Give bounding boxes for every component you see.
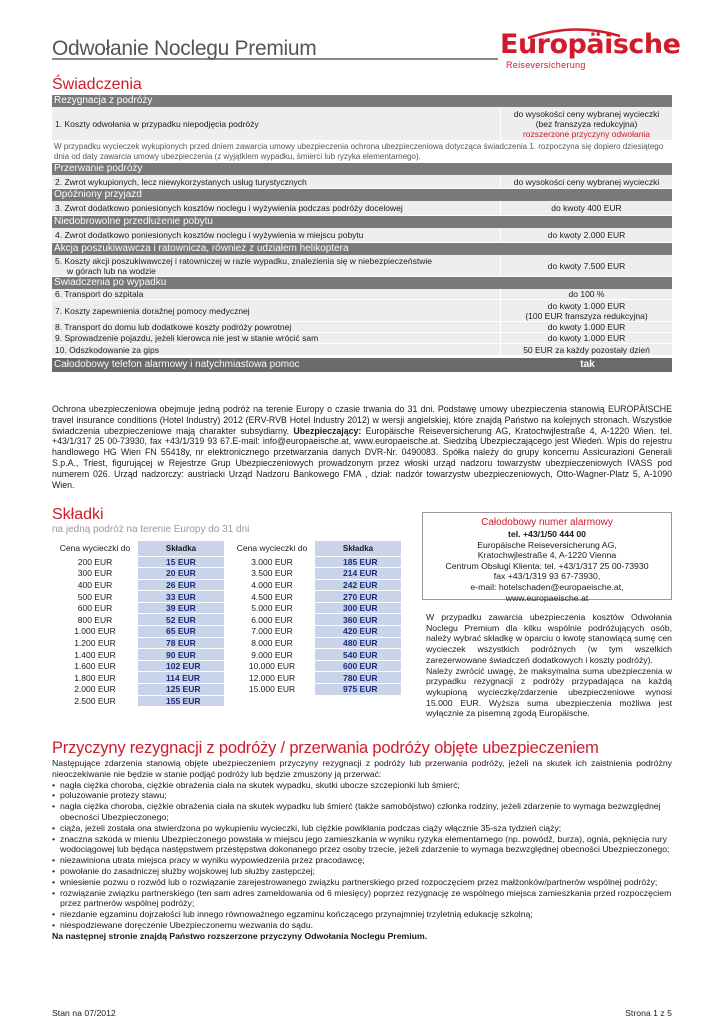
price-cell: 8.000 EUR	[229, 637, 315, 649]
row-label: 4. Zwrot dodatkowo poniesionych kosztów noclegu i wyżywienia w miejscu pobytu	[52, 228, 501, 242]
list-item: • niezawiniona utrata miejsca pracy w wyniku wypowiedzenia przez pracodawcę;	[52, 855, 672, 866]
premium-cell: 52 EUR	[138, 614, 224, 626]
table-row	[52, 614, 224, 626]
reasons-section	[52, 758, 672, 942]
row-value: do kwoty 1.000 EUR	[547, 333, 626, 343]
benefit-note: W przypadku wycieczek wykupionych przed dniem zawarcia umowy ubezpieczenia ochrona ubezpieczeniowa dotycząca świadczenia 1. rozpoczyna się dopiero dziesiątego dnia od daty zawarcia umowy ubezpieczenia (z wyjątkiem wypadku, śmierci lub ryzyka elementarnego).	[52, 141, 672, 163]
logo-name: Europäische	[500, 29, 681, 60]
price-cell: 1.400 EUR	[52, 649, 138, 661]
emergency-title: Całodobowy numer alarmowy	[481, 517, 613, 528]
group-header: Niedobrowolne przedłużenie pobytu	[52, 216, 672, 228]
page-title: Odwołanie Noclegu Premium	[52, 37, 317, 60]
logo-subtitle: Reiseversicherung	[506, 60, 586, 70]
price-cell: 1.800 EUR	[52, 672, 138, 684]
logo	[500, 30, 690, 82]
table-row	[229, 637, 401, 649]
table-row	[229, 579, 401, 591]
premium-cell: 540 EUR	[315, 649, 401, 661]
emergency-line: fax +43/1/319 93 67-73930,	[493, 571, 601, 582]
list-item: • niezdanie egzaminu dojrzałości lub innego równoważnego egzaminu kończącego przynajmniej trzyletnią edukację szkolną;	[52, 909, 672, 920]
premium-cell: 90 EUR	[138, 649, 224, 661]
table-row	[52, 107, 672, 141]
premium-cell: 270 EUR	[315, 591, 401, 603]
table-row	[229, 568, 401, 580]
table-row	[229, 626, 401, 638]
list-item: • ciąża, jeżeli została ona stwierdzona po wykupieniu wycieczki, lub ciężkie powikłania podczas ciąży włącznie 35-sza tydzień ciąży;	[52, 823, 672, 834]
side-notes	[426, 612, 672, 719]
table-row	[52, 568, 224, 580]
price-cell: 800 EUR	[52, 614, 138, 626]
row-value: do kwoty 7.500 EUR	[547, 260, 626, 271]
title-bar	[52, 38, 498, 60]
premium-cell: 185 EUR	[315, 556, 401, 568]
price-cell: 300 EUR	[52, 568, 138, 580]
table-row	[229, 649, 401, 661]
row-label: 3. Zwrot dodatkowo poniesionych kosztów noclegu i wyżywienia podczas podróży docelowej	[52, 201, 501, 215]
footer-page: Strona 1 z 5	[625, 1008, 672, 1018]
premium-cell: 125 EUR	[138, 684, 224, 696]
table-row	[52, 300, 672, 322]
table-row	[229, 556, 401, 568]
insurer-text: Europäische Reiseversicherung AG, Kratochwjlestraße 4, A-1220 Wien. tel. +43/1/317 25 00-73930, fax +43/1/319 93 67.E-mail: info@europaeische.at, www.europaeische.at. Siedzibą Ubezpieczającego jest Wiedeń. Wpis do rejestru handlowego HG Wien FN 55418y, nr elektronicznego przetwarzania danych DVR-Nr. 0490083. Spółka należy do grupy koncernu Assicurazioni Generali S.p.A., Triest, figurującej w Rejestrze Grup Ubezpieczeniowych prowadzonym przez włoski urząd nadzoru towarzystw ubezpieczeniowych IVASS pod numerem 026. Urząd nadzorczy: austriacki Urząd Nadzoru Bankowego FMA , dział: nadzór towarzystw ubezpieczeniowych, Otto-Wagner-Platz 5, A-1090 Wien.	[52, 425, 673, 490]
table-row	[52, 695, 224, 707]
side-text: Należy zwrócić uwagę, że maksymalna suma ubezpieczenia w przypadku rezygnacji z podróży przypadająca na każdą wykupioną wycieczkę/zdarzenie ubezpieczeniowe wynosi 15.000 EUR. Wyższa suma ubezpieczenia możliwa jest wyłącznie za pisemną zgodą Europäische.	[426, 665, 672, 719]
price-cell: 500 EUR	[52, 591, 138, 603]
group-header: Przerwanie podróży	[52, 163, 672, 175]
premium-cell: 242 EUR	[315, 579, 401, 591]
table-row	[52, 344, 672, 356]
price-cell: 3.500 EUR	[229, 568, 315, 580]
price-cell: 200 EUR	[52, 556, 138, 568]
table-row	[229, 591, 401, 603]
premium-cell: 214 EUR	[315, 568, 401, 580]
row-label: 6. Transport do szpitala	[52, 289, 501, 299]
group-header: Świadczenia po wypadku	[52, 277, 672, 289]
emergency-line: e-mail: hotelschaden@europaeische.at,	[470, 581, 624, 592]
footer-date: Stan na 07/2012	[52, 1008, 116, 1018]
premium-cell: 15 EUR	[138, 556, 224, 568]
table-row	[52, 637, 224, 649]
premium-cell: 780 EUR	[315, 672, 401, 684]
table-row	[52, 333, 672, 344]
premium-cell: 26 EUR	[138, 579, 224, 591]
group-header: Całodobowy telefon alarmowy i natychmiastowa pomoc	[54, 359, 300, 370]
row-value: do kwoty 1.000 EUR	[547, 322, 626, 332]
row-value: do wysokości ceny wybranej wycieczki	[513, 108, 660, 119]
list-item: • znaczna szkoda w mieniu Ubezpieczonego powstała w miejscu jego zamieszkania w wyniku ryzyka elementarnego (np. powódź, burza), ognia, pęknięcia rury wodociągowej lub będąca następstwem przestępstwa dokonanego przez osoby trzecie, jeżeli zdarzenie to wymaga bezwzględnej obecności Ubezpieczonego;	[52, 834, 672, 856]
price-cell: 600 EUR	[52, 602, 138, 614]
premium-cell: 360 EUR	[315, 614, 401, 626]
benefits-table	[52, 95, 672, 372]
price-cell: 7.000 EUR	[229, 626, 315, 638]
col-price-header: Cena wycieczki do	[52, 541, 138, 556]
intro-paragraph	[52, 404, 672, 490]
premium-cell: 102 EUR	[138, 660, 224, 672]
list-item: • nagła ciężka choroba, ciężkie obrażenia ciała na skutek wypadku lub śmierć (także samobójstwo) członka rodziny, jeżeli zdarzenie to wymaga bezwzględnej obecności Ubezpieczonego;	[52, 801, 672, 823]
emergency-phone-row	[52, 358, 672, 372]
price-cell: 6.000 EUR	[229, 614, 315, 626]
table-row	[52, 684, 224, 696]
row-label: 9. Sprowadzenie pojazdu, jeżeli kierowca nie jest w stanie wrócić sam	[52, 333, 501, 343]
premium-cell: 65 EUR	[138, 626, 224, 638]
reasons-heading: Przyczyny rezygnacji z podróży / przerwania podróży objęte ubezpieczeniem	[52, 739, 599, 757]
price-cell: 1.200 EUR	[52, 637, 138, 649]
premium-cell: 155 EUR	[138, 695, 224, 707]
insurer-label: Ubezpieczający:	[293, 425, 362, 436]
price-cell: 2.500 EUR	[52, 695, 138, 707]
emergency-line: Europäische Reiseversicherung AG,	[477, 539, 617, 550]
table-row	[52, 175, 672, 189]
table-row	[52, 201, 672, 216]
list-item: • wniesienie pozwu o rozwód lub o rozwiązanie zarejestrowanego związku partnerskiego przed rozpoczęciem przez małżonków/partnerów wspólnej podróży;	[52, 877, 672, 888]
price-cell: 3.000 EUR	[229, 556, 315, 568]
price-cell: 12.000 EUR	[229, 672, 315, 684]
row-value: do kwoty 400 EUR	[551, 203, 622, 213]
table-row	[229, 684, 401, 696]
premium-table-right	[229, 541, 401, 696]
table-row	[52, 626, 224, 638]
table-row	[52, 255, 672, 277]
group-header: Akcja poszukiwawcza i ratownicza, również z udziałem helikoptera	[52, 243, 672, 255]
premium-cell: 39 EUR	[138, 602, 224, 614]
premium-cell: 300 EUR	[315, 602, 401, 614]
table-row	[52, 579, 224, 591]
premium-cell: 600 EUR	[315, 660, 401, 672]
emergency-phone: tel. +43/1/50 444 00	[507, 529, 586, 539]
price-cell: 400 EUR	[52, 579, 138, 591]
row-value: do kwoty 2.000 EUR	[547, 230, 626, 240]
row-value-note: (bez franszyza redukcyjna)	[535, 118, 638, 129]
list-item: • poluzowanie protezy stawu;	[52, 790, 672, 801]
table-row	[52, 660, 224, 672]
emergency-box	[422, 512, 672, 603]
col-premium-header: Składka	[138, 541, 224, 556]
row-value-note: (100 EUR franszyza redukcyjna)	[525, 310, 648, 321]
premium-table-left	[52, 541, 224, 707]
table-row	[52, 556, 224, 568]
table-row	[52, 322, 672, 333]
row-label: 10. Odszkodowanie za gips	[52, 344, 501, 355]
list-item: • rozwiązanie związku partnerskiego (ten sam adres zameldowania od 6 miesięcy) poprzez rezygnację ze wspólnego miejsca zamieszkania przed rozpoczęciem przez partnerów wspólnej podróży;	[52, 888, 672, 910]
group-header: Opóźniony przyjazd	[52, 189, 672, 201]
table-row	[52, 672, 224, 684]
premium-cell: 480 EUR	[315, 637, 401, 649]
table-row	[229, 614, 401, 626]
benefits-heading: Świadczenia	[52, 76, 142, 93]
row-value: do 100 %	[568, 289, 605, 299]
table-row	[52, 228, 672, 243]
row-label: 7. Koszty zapewnienia doraźnej pomocy medycznej	[52, 300, 501, 321]
row-value: 50 EUR za każdy pozostały dzień	[523, 344, 650, 355]
row-label-cont: w górach lub na wodzie	[67, 266, 156, 276]
premium-cell: 78 EUR	[138, 637, 224, 649]
side-text: W przypadku zawarcia ubezpieczenia kosztów Odwołania Noclegu Premium dla kilku wspólnie podróżujących osób, należy wybrać składkę w oparciu o kwotę stanowiącą sumę cen wycieczek wszystkich podróżnych (w tym wszelkich zarezerwowane świadczeń dodatkowych i koszty podróży).	[426, 612, 672, 665]
table-row	[52, 649, 224, 661]
premium-cell: 114 EUR	[138, 672, 224, 684]
group-header: Rezygnacja z podróży	[52, 95, 672, 107]
table-row	[52, 289, 672, 300]
list-item: • nagła ciężka choroba, ciężkie obrażenia ciała na skutek wypadku, skutki ubocze szczepionki lub śmierć;	[52, 780, 672, 791]
list-item: • niespodziewane doręczenie Ubezpieczonemu wezwania do sądu.	[52, 920, 672, 931]
row-label: 8. Transport do domu lub dodatkowe koszty podróży powrotnej	[52, 322, 501, 332]
row-label: 5. Koszty akcji poszukiwawczej i ratowniczej w razie wypadku, znalezienia się w niebezpieczeństwie	[55, 256, 433, 266]
emergency-line: Centrum Obsługi Klienta: tel. +43/1/317 25 00-73930	[445, 560, 649, 571]
price-cell: 5.000 EUR	[229, 602, 315, 614]
table-row	[52, 591, 224, 603]
table-row	[229, 672, 401, 684]
premiums-heading: Składki	[52, 506, 104, 523]
intro-text: Ochrona ubezpieczeniowa obejmuje jedną podróż na terenie Europy o czasie trwania do 31 dni. Podstawę umowy ubezpieczenia stanowią EUROPÄISCHE travel insurance conditions (Hotel Industry) 2012 (ERV-RVB Hotel Industry 2012) w wersji angielskiej, które znajdą Państwo na kolejnych stronach. Wszystkie świadczenia ubezpieczeniowe mają charakter subsydiarny.	[52, 404, 672, 436]
emergency-line: www.europaeische.at	[505, 592, 589, 603]
premiums-subheading: na jedną podróż na terenie Europy do 31 dni	[52, 524, 250, 535]
price-cell: 15.000 EUR	[229, 684, 315, 696]
list-item: • powołanie do zasadniczej służby wojskowej lub służby zastępczej;	[52, 866, 672, 877]
price-cell: 4.000 EUR	[229, 579, 315, 591]
row-label: 1. Koszty odwołania w przypadku niepodjęcia podróży	[52, 107, 501, 140]
premium-cell: 420 EUR	[315, 626, 401, 638]
reasons-closing: Na następnej stronie znajdą Państwo rozszerzone przyczyny Odwołania Noclegu Premium.	[52, 930, 428, 941]
price-cell: 4.500 EUR	[229, 591, 315, 603]
row-value: tak	[580, 359, 595, 370]
emergency-line: Kratochwjlestraße 4, A-1220 Vienna	[477, 550, 617, 561]
row-value: do kwoty 1.000 EUR	[547, 300, 626, 311]
table-row	[229, 602, 401, 614]
premium-cell: 33 EUR	[138, 591, 224, 603]
row-value-extended: rozszerzone przyczyny odwołania	[522, 128, 651, 139]
col-premium-header: Składka	[315, 541, 401, 556]
premium-cell: 20 EUR	[138, 568, 224, 580]
row-value: do wysokości ceny wybranej wycieczki	[513, 176, 660, 187]
reasons-list	[52, 780, 672, 931]
table-row	[229, 660, 401, 672]
price-cell: 9.000 EUR	[229, 649, 315, 661]
price-cell: 1.600 EUR	[52, 660, 138, 672]
row-label: 2. Zwrot wykupionych, lecz niewykorzystanych usług turystycznych	[52, 175, 501, 188]
reasons-intro: Następujące zdarzenia stanowią objęte ubezpieczeniem przyczyny rezygnacji z podróży lub przerwania podróży, jeżeli na skutek ich zaistnienia podróżny nieoczekiwanie nie będzie w stanie podjąć podróży lub będzie zmuszony ją przerwać:	[52, 758, 672, 779]
price-cell: 2.000 EUR	[52, 684, 138, 696]
price-cell: 1.000 EUR	[52, 626, 138, 638]
price-cell: 10.000 EUR	[229, 660, 315, 672]
table-row	[52, 602, 224, 614]
premium-cell: 975 EUR	[315, 684, 401, 696]
logo-arc-icon	[524, 26, 624, 40]
col-price-header: Cena wycieczki do	[229, 541, 315, 556]
